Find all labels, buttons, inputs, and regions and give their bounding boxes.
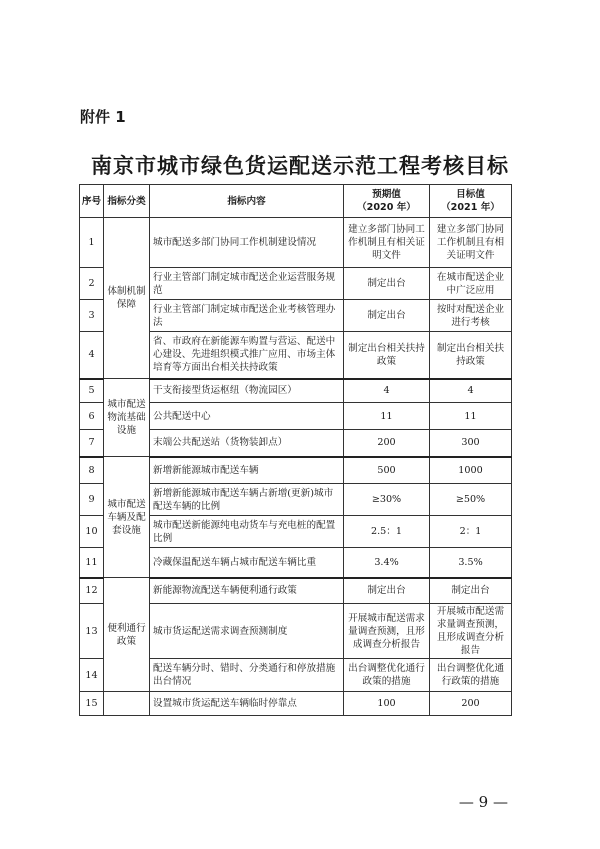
row-content: 冷藏保温配送车辆占城市配送车辆比重 [150,548,344,578]
table-row [80,457,512,484]
row-expected: 开展城市配送需求量调查预测，且形成调查分析报告 [344,604,430,659]
row-number: 13 [80,604,104,659]
row-expected: 制定出台 [344,300,430,332]
header-target-year: （2021 年） [441,202,500,213]
row-target: 3.5% [430,548,512,578]
row-expected: 制定出台 [344,578,430,604]
row-target: 在城市配送企业中广泛应用 [430,268,512,300]
header-category: 指标分类 [104,185,150,218]
row-number: 10 [80,516,104,548]
row-expected: 4 [344,379,430,403]
row-content: 末端公共配送站（货物装卸点） [150,430,344,457]
row-target: ≥50% [430,484,512,516]
header-num: 序号 [80,185,104,218]
category-cell: 城市配送车辆及配套设施 [104,457,150,578]
header-target [430,185,512,218]
document-title: 南京市城市绿色货运配送示范工程考核目标 [91,153,509,178]
row-content: 公共配送中心 [150,403,344,430]
row-expected: 制定出台 [344,268,430,300]
row-content: 设置城市货运配送车辆临时停靠点 [150,692,344,716]
table-row [80,692,512,716]
row-number: 8 [80,457,104,484]
row-target: 按时对配送企业进行考核 [430,300,512,332]
row-number: 7 [80,430,104,457]
row-content: 行业主管部门制定城市配送企业运营服务规范 [150,268,344,300]
row-target: 建立多部门协同工作机制且有相关证明文件 [430,218,512,268]
row-content: 城市配送多部门协同工作机制建设情况 [150,218,344,268]
category-cell-empty [104,692,150,716]
row-expected: 建立多部门协同工作机制且有相关证明文件 [344,218,430,268]
row-target: 2：1 [430,516,512,548]
row-number: 6 [80,403,104,430]
row-number: 5 [80,379,104,403]
category-cell: 便利通行政策 [104,578,150,692]
row-number: 1 [80,218,104,268]
row-target: 300 [430,430,512,457]
category-cell: 体制机制保障 [104,218,150,379]
row-number: 4 [80,332,104,379]
row-content: 行业主管部门制定城市配送企业考核管理办法 [150,300,344,332]
row-content: 城市配送新能源纯电动货车与充电桩的配置比例 [150,516,344,548]
row-content: 省、市政府在新能源车购置与营运、配送中心建设、先进组织模式推广应用、市场主体培育等方面出台相关扶持政策 [150,332,344,379]
row-expected: 出台调整优化通行政策的措施 [344,659,430,692]
row-content: 配送车辆分时、错时、分类通行和停放措施出台情况 [150,659,344,692]
row-content: 干支衔接型货运枢纽（物流园区） [150,379,344,403]
row-expected: 2.5：1 [344,516,430,548]
row-content: 新增新能源城市配送车辆占新增(更新)城市配送车辆的比例 [150,484,344,516]
row-target: 200 [430,692,512,716]
header-expected-label: 预期值 [372,189,401,200]
row-content: 新增新能源城市配送车辆 [150,457,344,484]
table-row [80,578,512,604]
row-number: 9 [80,484,104,516]
row-target: 开展城市配送需求量调查预测，且形成调查分析报告 [430,604,512,659]
header-target-label: 目标值 [456,189,485,200]
row-content: 新能源物流配送车辆便利通行政策 [150,578,344,604]
row-target: 制定出台 [430,578,512,604]
table-row [80,379,512,403]
row-expected: 500 [344,457,430,484]
row-number: 15 [80,692,104,716]
row-number: 11 [80,548,104,578]
row-target: 1000 [430,457,512,484]
category-cell: 城市配送物流基础设施 [104,379,150,457]
row-expected: 制定出台相关扶持政策 [344,332,430,379]
row-number: 14 [80,659,104,692]
row-target: 4 [430,379,512,403]
row-number: 12 [80,578,104,604]
header-content: 指标内容 [150,185,344,218]
row-expected: ≥30% [344,484,430,516]
row-expected: 200 [344,430,430,457]
assessment-table [79,184,512,716]
row-number: 3 [80,300,104,332]
row-number: 2 [80,268,104,300]
table-row [80,218,512,268]
table-header-row [80,185,512,218]
header-expected [344,185,430,218]
attachment-label: 附件 1 [80,108,126,126]
row-target: 11 [430,403,512,430]
row-expected: 100 [344,692,430,716]
row-target: 制定出台相关扶持政策 [430,332,512,379]
page-number: — 9 — [458,793,508,811]
header-expected-year: （2020 年） [357,202,416,213]
row-expected: 3.4% [344,548,430,578]
row-content: 城市货运配送需求调查预测制度 [150,604,344,659]
row-expected: 11 [344,403,430,430]
row-target: 出台调整优化通行政策的措施 [430,659,512,692]
